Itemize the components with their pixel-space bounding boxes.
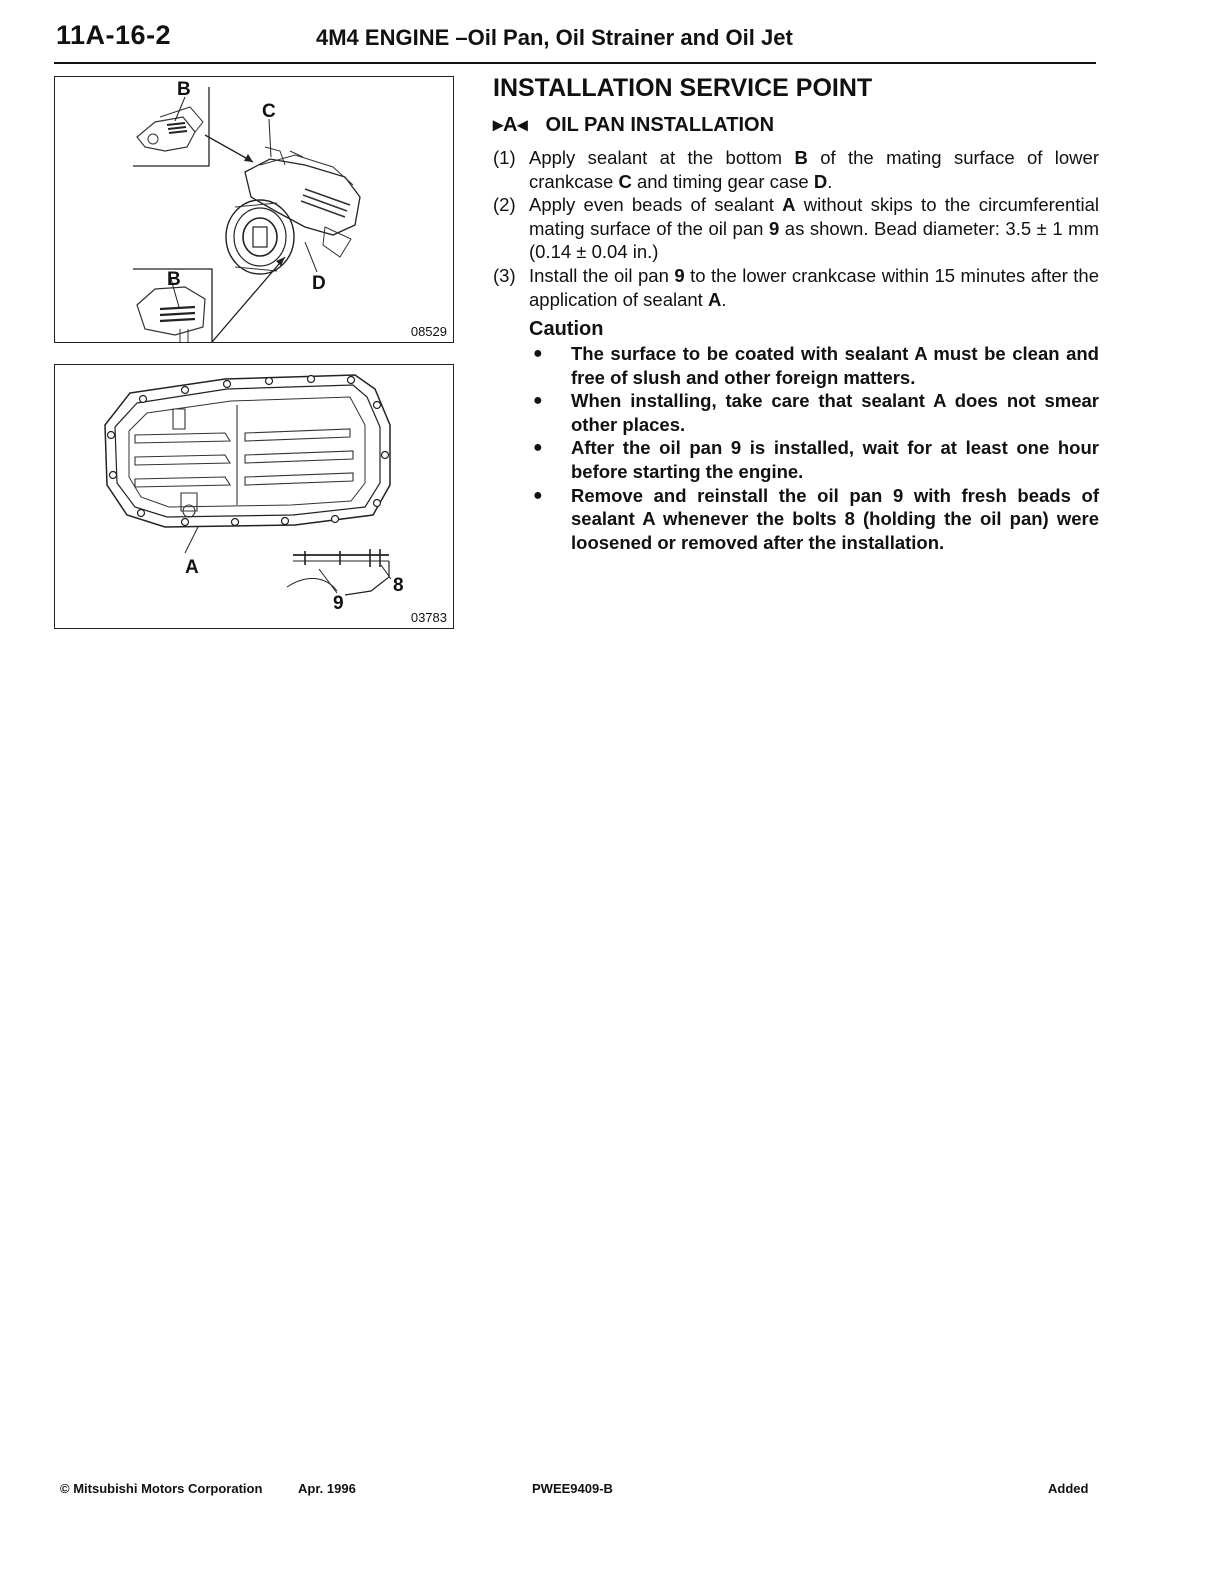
- step-text: Apply sealant at the bottom B of the mating surface of lower crankcase C and timing gear case D.: [529, 147, 1099, 192]
- caution-text: Remove and reinstall the oil pan 9 with fresh beads of sealant A whenever the bolts 8 (holding the oil pan) were loosened or removed after the installation.: [571, 484, 1099, 553]
- service-point-mark: ▸A◂: [493, 114, 528, 136]
- bullet-icon: ●: [533, 439, 543, 457]
- label-b-bottom: B: [167, 269, 181, 290]
- caution-text: The surface to be coated with sealant A must be clean and free of slush and other foreign matters.: [571, 343, 1099, 388]
- step-number: (1): [493, 147, 516, 168]
- step-text: Install the oil pan 9 to the lower crankcase within 15 minutes after the application of sealant A.: [529, 264, 1099, 310]
- bullet-icon: ●: [533, 392, 543, 410]
- page-title: 4M4 ENGINE –Oil Pan, Oil Strainer and Oil Jet: [316, 25, 793, 50]
- caution-list: [529, 342, 1099, 554]
- figure-oil-pan: [54, 364, 454, 629]
- page-number: 11A-16-2: [56, 20, 172, 50]
- section-title: INSTALLATION SERVICE POINT: [493, 74, 873, 102]
- subsection-label: OIL PAN INSTALLATION: [545, 114, 775, 136]
- footer-date: Apr. 1996: [298, 1481, 356, 1496]
- subsection-title: [493, 112, 774, 137]
- caution-item: [529, 436, 1099, 483]
- label-8: 8: [393, 575, 404, 596]
- step-number: (3): [493, 264, 516, 286]
- bullet-icon: ●: [533, 345, 543, 362]
- caution-text: When installing, take care that sealant A does not smear other places.: [571, 390, 1099, 435]
- caution-item: [529, 484, 1099, 555]
- label-9: 9: [333, 593, 344, 614]
- footer-code: PWEE9409-B: [532, 1481, 613, 1496]
- label-d: D: [312, 273, 326, 294]
- procedure-step: [493, 146, 1099, 193]
- caution-heading: Caution: [529, 318, 604, 340]
- figure-sealant-points: [54, 76, 454, 343]
- bullet-icon: ●: [533, 486, 543, 504]
- header-rule: [54, 62, 1096, 64]
- footer-copyright: © Mitsubishi Motors Corporation: [60, 1481, 263, 1496]
- step-number: (2): [493, 194, 516, 216]
- procedure-step: [493, 264, 1099, 311]
- figure-number: 03783: [410, 610, 447, 625]
- caution-item: [529, 389, 1099, 436]
- step-text: Apply even beads of sealant A without skips to the circumferential mating surface of the oil pan 9 as shown. Bead diameter: 3.5 ± 1 mm (0.14 ± 0.04 in.): [529, 194, 1100, 263]
- procedure-step: [493, 193, 1099, 264]
- figure-number: 08529: [410, 324, 447, 339]
- caution-item: [529, 342, 1099, 389]
- procedure-steps: [493, 146, 1099, 311]
- engine-crankcase-illustration: [55, 77, 453, 342]
- label-a: A: [185, 557, 199, 578]
- caution-text: After the oil pan 9 is installed, wait for at least one hour before starting the engine.: [571, 437, 1099, 482]
- footer-status: Added: [1048, 1481, 1089, 1496]
- label-c: C: [262, 101, 276, 122]
- label-b-top: B: [177, 79, 191, 100]
